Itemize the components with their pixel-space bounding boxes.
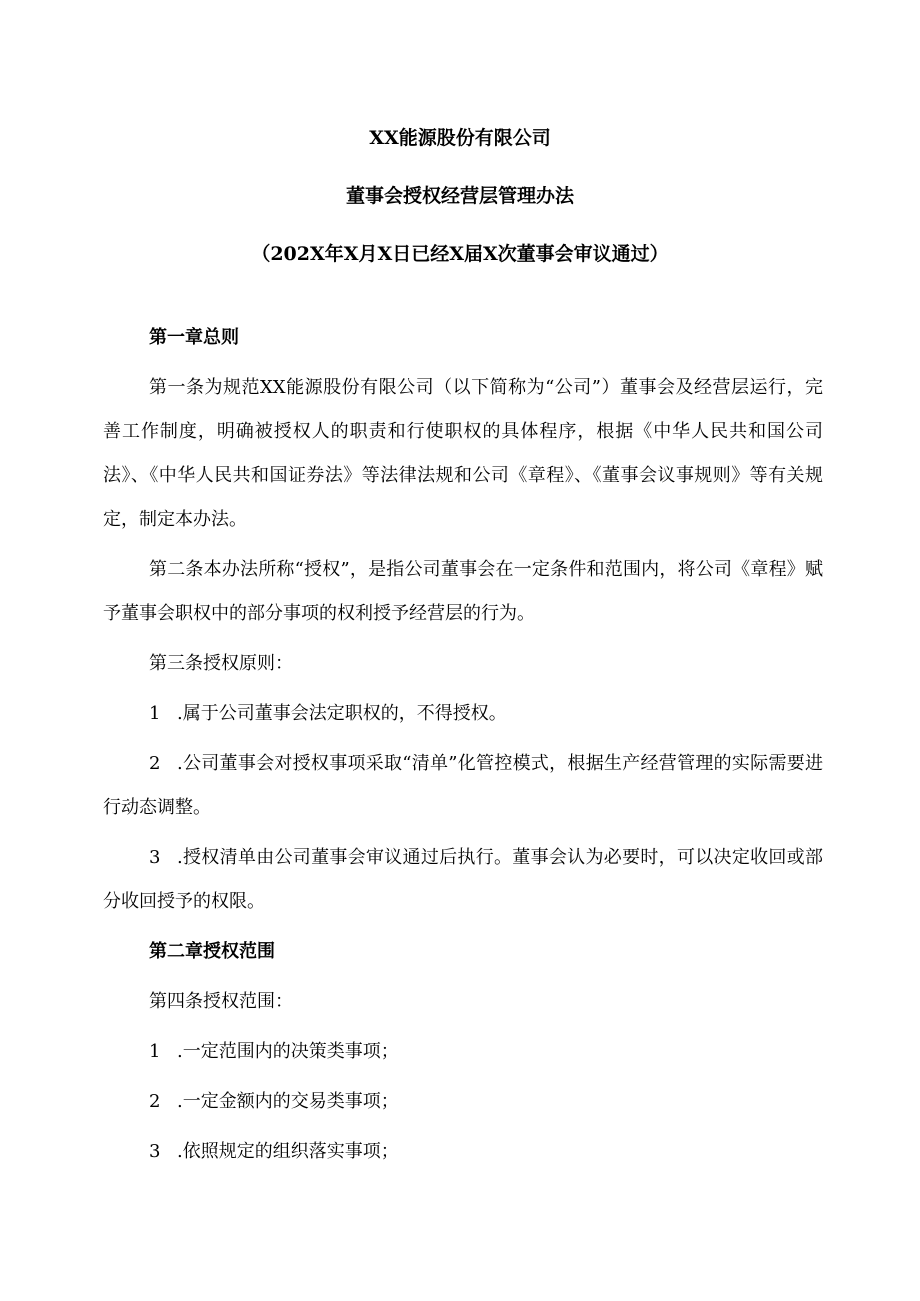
company-name: XX能源股份有限公司 [369, 127, 551, 149]
chapter-heading: 第二章授权范围 [149, 941, 275, 962]
document-body [103, 316, 823, 1180]
list-item-text: .授权清单由公司董事会审议通过后执行。董事会认为必要时，可以决定收回或部分收回授予的权限。 [103, 847, 823, 912]
list-item-number: 3 [149, 1141, 161, 1162]
list-item [103, 742, 823, 830]
list-item-text: .一定金额内的交易类事项； [177, 1091, 399, 1112]
list-item-number: 2 [149, 753, 161, 774]
list-item [103, 1030, 823, 1074]
list-item-text: .一定范围内的决策类事项； [177, 1041, 399, 1062]
list-item [103, 1080, 823, 1124]
article-paragraph: 第四条授权范围： [149, 991, 293, 1012]
approval-note: （202X年X月X日已经X届X次董事会审议通过） [251, 243, 669, 265]
list-item-text: .公司董事会对授权事项采取“清单”化管控模式，根据生产经营管理的实际需要进行动态调整。 [103, 753, 823, 818]
list-item [103, 1130, 823, 1174]
list-item-number: 1 [149, 1041, 161, 1062]
article-paragraph: 第二条本办法所称“授权”，是指公司董事会在一定条件和范围内，将公司《章程》赋予董事会职权中的部分事项的权利授予经营层的行为。 [103, 559, 823, 624]
document-title-block [0, 126, 920, 300]
list-item-text: .依照规定的组织落实事项； [177, 1141, 399, 1162]
list-item-number: 3 [149, 847, 161, 868]
document-title: 董事会授权经营层管理办法 [345, 185, 574, 207]
article-paragraph: 第一条为规范XX能源股份有限公司（以下简称为“公司”）董事会及经营层运行，完善工作制度，明确被授权人的职责和行使职权的具体程序，根据《中华人民共和国公司法》、《中华人民共和国证券法》等法律法规和公司《章程》、《董事会议事规则》等有关规定，制定本办法。 [103, 377, 823, 530]
chapter-heading: 第一章总则 [149, 327, 239, 348]
list-item-text: .属于公司董事会法定职权的，不得授权。 [177, 703, 507, 724]
list-item [103, 692, 823, 736]
list-item-number: 2 [149, 1091, 161, 1112]
article-paragraph: 第三条授权原则： [149, 653, 293, 674]
list-item [103, 836, 823, 924]
list-item-number: 1 [149, 703, 161, 724]
